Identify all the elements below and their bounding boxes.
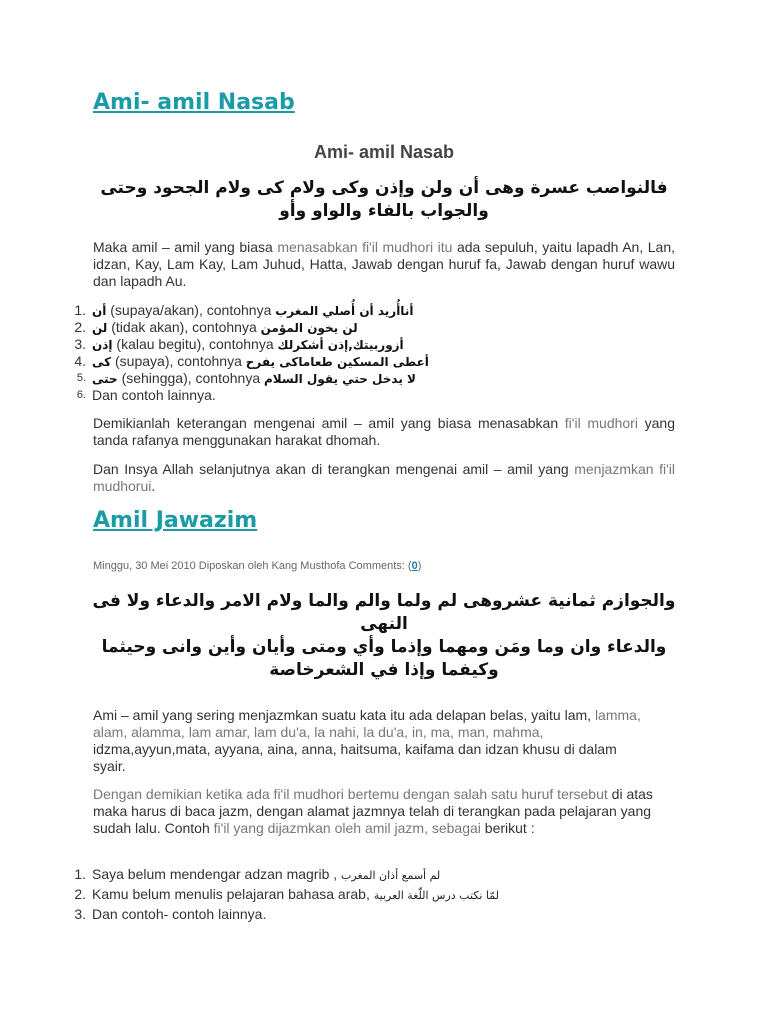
intro-paragraph: [93, 239, 675, 290]
jazm-list: [74, 865, 672, 923]
arabic-verse-line: والجوازم ثمانية عشروهى لم ولما والم والما ولام الامر والدعاء ولا فى النهى: [92, 591, 676, 634]
intro-text: Maka amil – amil yang biasa: [93, 239, 278, 255]
list-item: 6. Dan contoh lainnya.: [76, 387, 216, 403]
followup-paragraph: Dan Insya Allah selanjutnya akan di terangkan mengenai amil – amil yang menjazmkan fi'il mudhorui.: [93, 461, 675, 494]
arabic-verse: [90, 590, 678, 682]
post-meta: Minggu, 30 Mei 2010 Diposkan oleh Kang Musthofa Comments: (0): [93, 560, 422, 572]
list-item: 1. Saya belum mendengar adzan magrib , لم أسمع أذان المغرب: [74, 866, 441, 882]
list-item: 2. لن (tidak akan), contohnya لن يخون المؤمن: [74, 319, 358, 335]
list-item: 4. كى (supaya), contohnya أعطى المسكين طعاماكى يفرح: [74, 353, 429, 369]
arabic-verse-line: والدعاء وان وما ومَن ومهما وإذما وأي ومتى وأيان وأين وانى وحيثما: [101, 636, 667, 657]
closing-paragraph: Demikianlah keterangan mengenai amil – amil yang biasa menasabkan fi'il mudhori yang tanda rafanya menggunakan harakat dhomah.: [93, 415, 675, 448]
comments-link[interactable]: 0: [411, 560, 418, 572]
list-item: 3. إذن (kalau begitu), contohnya أزوربيتك,إذن أشكرلك: [74, 336, 404, 352]
list-item: 2. Kamu belum menulis pelajaran bahasa arab, لمّا نكتب درس اللّغة العربية: [74, 886, 499, 902]
arabic-verse-line: فالنواصب عسرة وهى أن ولن وإذن وكى ولام كى ولام الجحود وحتى: [100, 178, 668, 198]
intro-text-gray: menasabkan fi'il mudhori itu: [277, 239, 453, 255]
list-item: 1. أن (supaya/akan), contohnya أناأُريد أن أُصلي المغرب: [74, 302, 414, 318]
section-title-link[interactable]: Amil Jawazim: [93, 508, 258, 533]
article-subtitle: Ami- amil Nasab: [313, 142, 455, 162]
arabic-verse: [90, 177, 678, 223]
intro-text: ada sepuluh, yaitu lapadh An, Lan, idzan, Kay, Lam Kay, Lam Juhud, Hatta, Jawab dengan huruf fa, Jawab dengan huruf wawu dan lapadh Au.: [93, 239, 676, 289]
jazm-paragraph: Ami – amil yang sering menjazmkan suatu kata itu ada delapan belas, yaitu lam, lamma, alam, alamma, lam amar, lam du'a, la nahi, la du'a, in, ma, man, mahma, idzma,ayyun,mata, ayyana, aina, anna, haitsuma, kaifama dan idzan khusu di dalam syair.: [93, 707, 641, 774]
list-item: 5. حتى (sehingga), contohnya لا يدخل حتي يقول السلام: [76, 370, 416, 386]
arabic-verse-line: وكيفما وإذا في الشعرخاصة: [269, 659, 499, 680]
arabic-verse-line: والجواب بالفاء والواو وأو: [279, 200, 489, 221]
example-paragraph: Dengan demikian ketika ada fi'il mudhori bertemu dengan salah satu huruf tersebut di atas maka harus di baca jazm, dengan alamat jazmnya telah di terangkan pada pelajaran yang sudah lalu. Contoh fi'il yang dijazmkan oleh amil jazm, sebagai berikut :: [93, 786, 653, 836]
list-item: 3. Dan contoh- contoh lainnya.: [74, 906, 267, 922]
section-title-link[interactable]: Ami- amil Nasab: [93, 90, 295, 115]
nasab-list: [74, 302, 672, 403]
